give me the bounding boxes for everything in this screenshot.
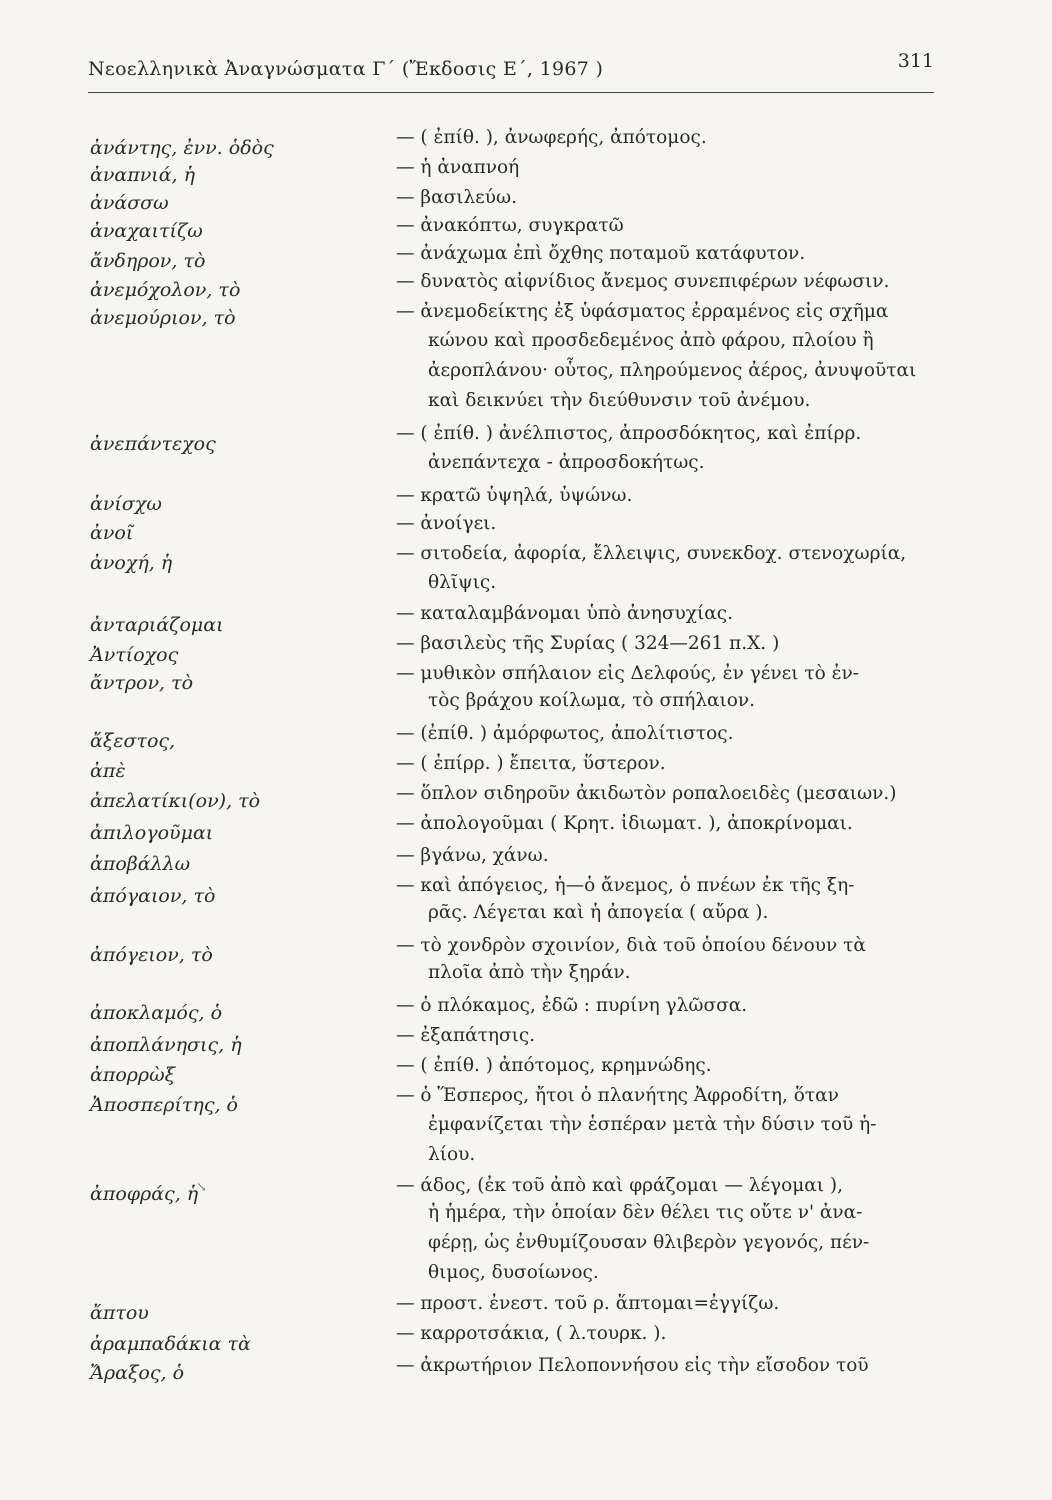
definition-continuation: κώνου καὶ προσδεδεμένος ἀπὸ φάρου, πλοίου ἢ xyxy=(428,330,874,351)
glossary-term: ἄντρον, τὸ xyxy=(90,672,194,694)
glossary-definition: — ἀνακόπτω, συγκρατῶ xyxy=(396,215,624,236)
page-number: 311 xyxy=(897,50,934,72)
glossary-term: ἀπόγειον, τὸ xyxy=(90,944,213,966)
definition-continuation: θιμος, δυσοίωνος. xyxy=(428,1262,599,1283)
glossary-term: ἀνίσχω xyxy=(90,493,162,515)
definition-continuation: τὸς βράχου κοίλωμα, τὸ σπήλαιον. xyxy=(428,690,756,711)
glossary-term: ἀπιλογοῦμαι xyxy=(90,822,214,844)
glossary-definition: — ὁ πλόκαμος, ἐδῶ : πυρίνη γλῶσσα. xyxy=(396,995,748,1016)
glossary-definition: — ὅπλον σιδηροῦν ἀκιδωτὸν ροπαλοειδὲς (μεσαιων.) xyxy=(396,783,897,804)
glossary-definition: — ἐξαπάτησις. xyxy=(396,1025,536,1046)
glossary-term: ἀνεμόχολον, τὸ xyxy=(90,279,241,301)
definition-continuation: ἐμφανίζεται τὴν ἑσπέραν μετὰ τὴν δύσιν τοῦ ἡ- xyxy=(428,1114,877,1135)
glossary-term: ἀνοχή, ἡ xyxy=(90,552,173,574)
glossary-definition: — καρροτσάκια, ( λ.τουρκ. ). xyxy=(396,1323,667,1344)
glossary-definition: — καὶ ἀπόγειος, ἡ—ὁ ἄνεμος, ὁ πνέων ἐκ τῆς ξη- xyxy=(396,875,855,896)
glossary-term: ἀνεμούριον, τὸ xyxy=(90,307,236,329)
glossary-definition: — ἀνοίγει. xyxy=(396,513,497,534)
glossary-definition: — καταλαμβάνομαι ὑπὸ ἀνησυχίας. xyxy=(396,603,733,624)
glossary-definition: — βασιλεὺς τῆς Συρίας ( 324—261 π.Χ. ) xyxy=(396,633,780,654)
glossary-term: ἀνταριάζομαι xyxy=(90,614,224,636)
glossary-definition: — μυθικὸν σπήλαιον εἰς Δελφούς, ἐν γένει τὸ ἐν- xyxy=(396,663,860,684)
glossary-definition: — ἀνεμοδείκτης ἐξ ὑφάσματος ἐρραμένος εἰς σχῆμα xyxy=(396,301,889,322)
definition-continuation: ἀνεπάντεχα - ἀπροσδοκήτως. xyxy=(428,452,705,473)
definition-continuation: ἀεροπλάνου· οὗτος, πληρούμενος ἀέρος, ἀνυψοῦται xyxy=(428,360,917,381)
definition-continuation: καὶ δεικνύει τὴν διεύθυνσιν τοῦ ἀνέμου. xyxy=(428,390,811,411)
glossary-term: ἀνάσσω xyxy=(90,192,169,214)
glossary-definition: — ὁ Ἕσπερος, ἤτοι ὁ πλανήτης Ἀφροδίτη, ὅταν xyxy=(396,1085,839,1106)
glossary-term: ἀνοῖ xyxy=(90,522,134,544)
definition-continuation: λίου. xyxy=(428,1144,476,1165)
ink-speck: ↘ xyxy=(196,1180,207,1195)
glossary-definition: — ( ἐπίθ. ) ἀνέλπιστος, ἀπροσδόκητος, καὶ ἐπίρρ. xyxy=(396,423,862,444)
glossary-definition: — ἀνάχωμα ἐπὶ ὄχθης ποταμοῦ κατάφυτον. xyxy=(396,243,806,264)
definition-continuation: ἡ ἡμέρα, τὴν ὁποίαν δὲν θέλει τις οὔτε ν' ἀνα- xyxy=(428,1202,863,1223)
glossary-term: ἄπτου xyxy=(90,1302,149,1324)
glossary-definition: — δυνατὸς αἰφνίδιος ἄνεμος συνεπιφέρων νέφωσιν. xyxy=(396,271,890,292)
glossary-term: ἀνάντης, ἐνν. ὁδὸς xyxy=(90,137,274,159)
glossary-definition: — (ἐπίθ. ) ἀμόρφωτος, ἀπολίτιστος. xyxy=(396,723,734,744)
glossary-definition: — ἀκρωτήριον Πελοποννήσου εἰς τὴν εἴσοδον τοῦ xyxy=(396,1355,869,1376)
definition-continuation: φέρῃ, ὡς ἐνθυμίζουσαν θλιβερὸν γεγονός, πέν- xyxy=(428,1232,870,1253)
glossary-term: ἀπελατίκι(ον), τὸ xyxy=(90,790,261,812)
glossary-definition: — κρατῶ ὑψηλά, ὑψώνω. xyxy=(396,485,633,506)
glossary-definition: — ἀπολογοῦμαι ( Κρητ. ἰδιωματ. ), ἀποκρίνομαι. xyxy=(396,813,853,834)
glossary-term: ἀποκλαμός, ὁ xyxy=(90,1002,223,1024)
glossary-term: ἀπορρὼξ xyxy=(90,1064,176,1086)
definition-continuation: ρᾶς. Λέγεται καὶ ἡ ἀπογεία ( αὔρα ). xyxy=(428,902,769,923)
glossary-definition: — βασιλεύω. xyxy=(396,187,517,208)
glossary-definition: — ( ἐπίθ. ), ἀνωφερής, ἀπότομος. xyxy=(396,127,707,148)
glossary-term: ἄξεστος, xyxy=(90,730,176,752)
glossary-term: ἄνδηρον, τὸ xyxy=(90,250,206,272)
glossary-definition: — προστ. ἐνεστ. τοῦ ρ. ἅπτομαι=ἐγγίζω. xyxy=(396,1293,780,1314)
glossary-definition: — ( ἐπίρρ. ) ἔπειτα, ὕστερον. xyxy=(396,753,666,774)
glossary-term: ἀναχαιτίζω xyxy=(90,220,203,242)
glossary-term: ἀπόγαιον, τὸ xyxy=(90,885,216,907)
glossary-term: ἀπὲ xyxy=(90,760,126,782)
glossary-definition: — βγάνω, χάνω. xyxy=(396,845,549,866)
glossary-term: Ἀποσπερίτης, ὁ xyxy=(90,1094,238,1116)
glossary-term: Ἀντίοχος xyxy=(90,644,179,666)
glossary-definition: — ἡ ἀναπνοή xyxy=(396,157,520,178)
glossary-term: ἀποπλάνησις, ἡ xyxy=(90,1034,242,1056)
glossary-definition: — σιτοδεία, ἀφορία, ἔλλειψις, συνεκδοχ. στενοχωρία, xyxy=(396,543,907,564)
glossary-definition: — ( ἐπίθ. ) ἀπότομος, κρημνώδης. xyxy=(396,1055,712,1076)
glossary-term: ἀναπνιά, ἡ xyxy=(90,164,195,186)
glossary-definition: — τὸ χονδρὸν σχοινίον, διὰ τοῦ ὁποίου δένουν τὰ xyxy=(396,935,866,956)
running-title: Νεοελληνικὰ Ἀναγνώσματα Γ΄ (Ἔκδοσις Ε΄, 1967 ) xyxy=(88,58,604,80)
glossary-term: Ἄραξος, ὁ xyxy=(90,1362,185,1384)
definition-continuation: πλοῖα ἀπὸ τὴν ξηράν. xyxy=(428,962,631,983)
glossary-definition: — άδος, (ἐκ τοῦ ἀπὸ καὶ φράζομαι — λέγομαι ), xyxy=(396,1175,843,1196)
glossary-term: ἀραμπαδάκια τὰ xyxy=(90,1333,251,1355)
glossary-term: ἀνεπάντεχος xyxy=(90,433,216,455)
definition-continuation: θλῖψις. xyxy=(428,572,497,593)
glossary-term: ἀποφράς, ἡ xyxy=(90,1183,199,1205)
glossary-term: ἀποβάλλω xyxy=(90,853,191,875)
